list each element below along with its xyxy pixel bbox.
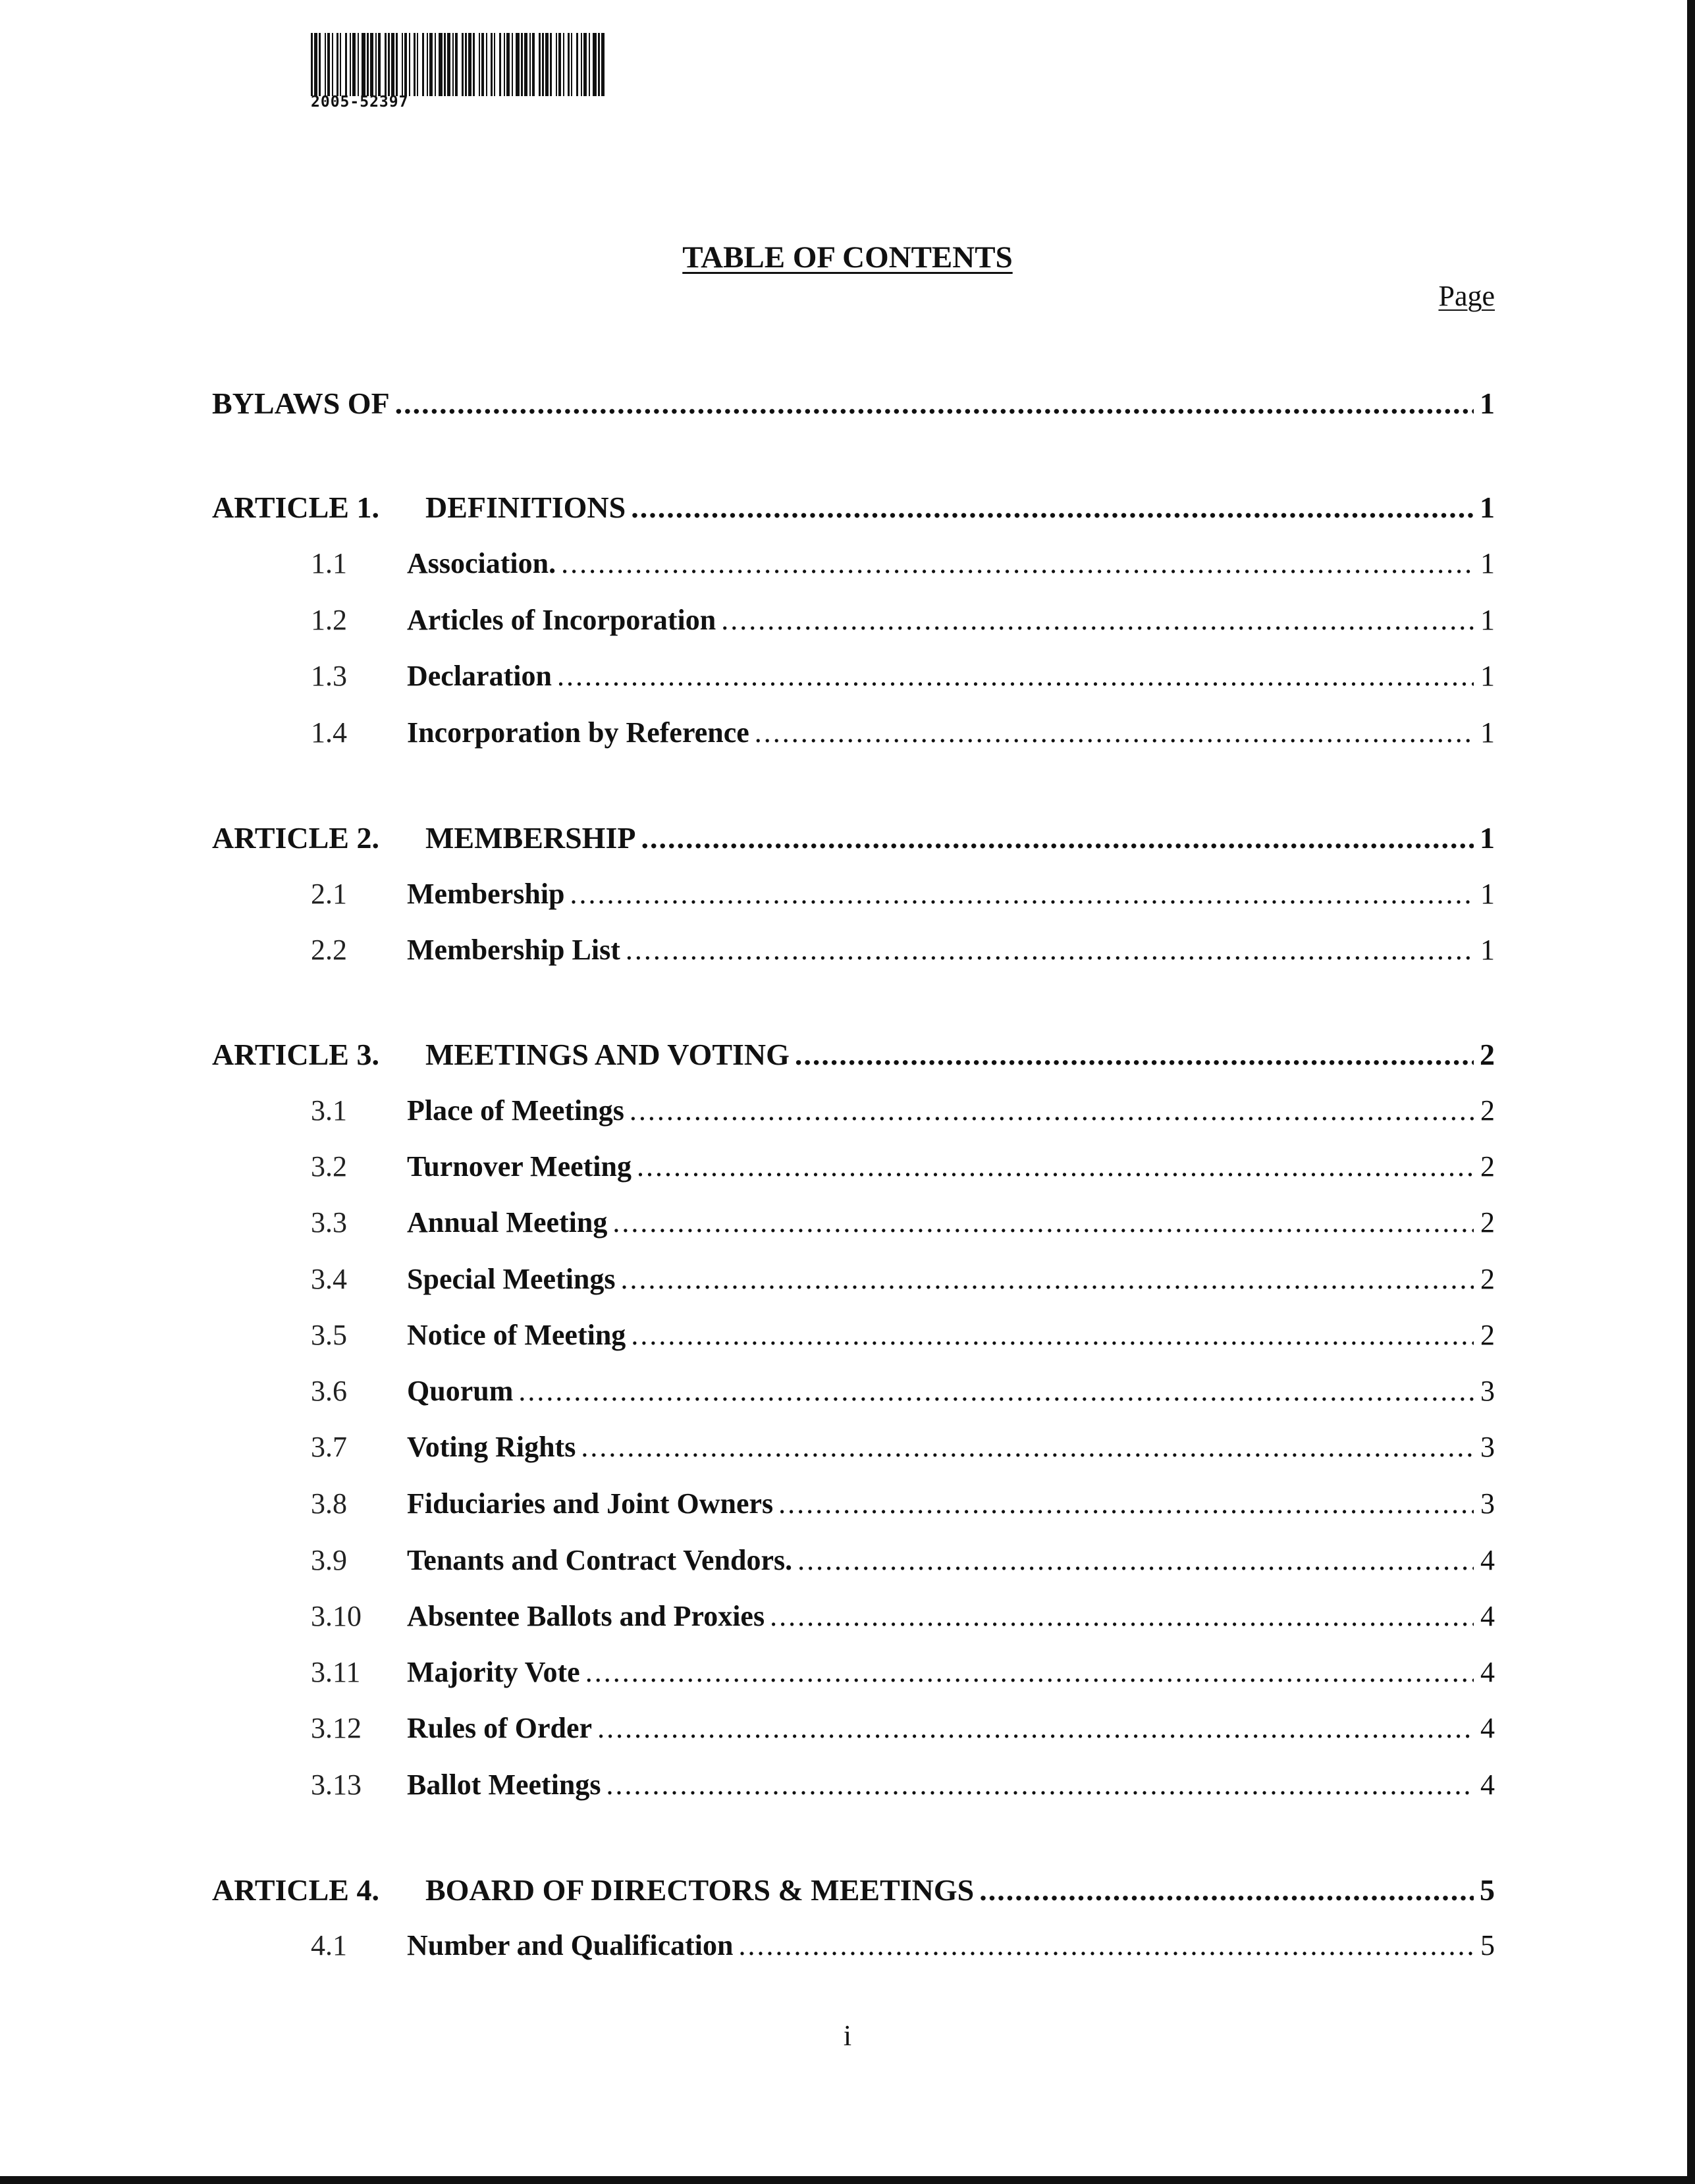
- toc-section-entry: [212, 1655, 1495, 1692]
- entry-page-number: 2: [1480, 1319, 1495, 1351]
- entry-page-number: 1: [1480, 491, 1495, 524]
- entry-number: 3.6: [311, 1375, 347, 1407]
- entry-title: MEMBERSHIP: [425, 821, 636, 855]
- entry-number: 3.12: [311, 1712, 362, 1744]
- entry-page-number: 2: [1480, 1263, 1495, 1295]
- entry-page-number: 2: [1480, 1206, 1495, 1238]
- entry-title: Membership: [407, 878, 565, 910]
- dot-leader: [518, 1374, 1474, 1408]
- toc-section-entry: [212, 546, 1495, 583]
- toc-section-entry: [212, 1206, 1495, 1242]
- dot-leader: [637, 1150, 1474, 1183]
- toc-section-entry: [212, 1262, 1495, 1299]
- entry-number: 3.7: [311, 1431, 347, 1463]
- entry-page-number: 2: [1480, 1094, 1495, 1127]
- toc-article-entry: [212, 1873, 1495, 1909]
- toc-section-entry: [212, 659, 1495, 696]
- entry-page-number: 5: [1480, 1873, 1495, 1907]
- entry-page-number: 4: [1480, 1544, 1495, 1576]
- entry-title: Association.: [407, 547, 556, 579]
- entry-page-number: 1: [1480, 386, 1495, 420]
- entry-page-number: 4: [1480, 1656, 1495, 1688]
- entry-number: 2.2: [311, 934, 347, 966]
- entry-title: BYLAWS OF: [212, 386, 390, 420]
- entry-title: Tenants and Contract Vendors.: [407, 1544, 793, 1576]
- dot-leader: [631, 490, 1474, 525]
- entry-page-number: 1: [1480, 878, 1495, 910]
- entry-number: 3.2: [311, 1150, 347, 1183]
- dot-leader: [597, 1711, 1474, 1745]
- entry-page-number: 1: [1480, 547, 1495, 579]
- entry-title: Articles of Incorporation: [407, 604, 716, 636]
- entry-title: DEFINITIONS: [425, 491, 626, 524]
- entry-title: Notice of Meeting: [407, 1319, 626, 1351]
- dot-leader: [630, 1094, 1474, 1127]
- entry-title: Rules of Order: [407, 1712, 593, 1744]
- entry-number: 3.5: [311, 1319, 347, 1351]
- toc-section-entry: [212, 716, 1495, 753]
- dot-leader: [581, 1430, 1474, 1464]
- entry-page-number: 1: [1480, 660, 1495, 692]
- entry-title: Annual Meeting: [407, 1206, 608, 1238]
- entry-page-number: 5: [1480, 1929, 1495, 1961]
- entry-page-number: 4: [1480, 1600, 1495, 1632]
- entry-number: 3.13: [311, 1769, 362, 1801]
- entry-number: 3.8: [311, 1487, 347, 1520]
- toc-section-entry: [212, 1374, 1495, 1411]
- toc-section-entry: [212, 603, 1495, 640]
- entry-number: 3.9: [311, 1544, 347, 1576]
- toc-section-entry: [212, 1430, 1495, 1467]
- dot-leader: [979, 1873, 1474, 1907]
- dot-leader: [561, 546, 1474, 580]
- entry-title: Declaration: [407, 660, 552, 692]
- entry-number: ARTICLE 3.: [212, 1038, 379, 1071]
- toc-title: [0, 240, 1695, 275]
- entry-number: 4.1: [311, 1929, 347, 1961]
- entry-page-number: 4: [1480, 1712, 1495, 1744]
- dot-leader: [721, 603, 1474, 637]
- entry-page-number: 3: [1480, 1375, 1495, 1407]
- dot-leader: [606, 1768, 1474, 1801]
- toc-article-entry: [212, 1037, 1495, 1074]
- entry-number: 3.11: [311, 1656, 361, 1688]
- entry-title: Number and Qualification: [407, 1929, 734, 1961]
- toc-section-entry: [212, 1599, 1495, 1636]
- entry-title: MEETINGS AND VOTING: [425, 1038, 790, 1071]
- dot-leader: [621, 1262, 1474, 1296]
- toc-section-entry: [212, 1768, 1495, 1805]
- toc-section-entry: [212, 1318, 1495, 1355]
- dot-leader: [570, 877, 1474, 911]
- toc-section-entry: [212, 1711, 1495, 1748]
- toc-section-entry: [212, 1150, 1495, 1186]
- toc-section-entry: [212, 1929, 1495, 1965]
- dot-leader: [797, 1543, 1474, 1577]
- dot-leader: [755, 716, 1474, 749]
- barcode-icon: [311, 33, 606, 96]
- footer-page-number: i: [843, 2019, 852, 2052]
- dot-leader: [631, 1318, 1474, 1352]
- entry-title: Ballot Meetings: [407, 1769, 601, 1801]
- entry-title: Place of Meetings: [407, 1094, 624, 1127]
- entry-number: 1.1: [311, 547, 347, 579]
- entry-number: 3.10: [311, 1600, 362, 1632]
- entry-title: Membership List: [407, 934, 620, 966]
- toc-title-text: TABLE OF CONTENTS: [682, 240, 1013, 275]
- entry-title: Voting Rights: [407, 1431, 576, 1463]
- dot-leader: [585, 1655, 1474, 1689]
- entry-page-number: 3: [1480, 1487, 1495, 1520]
- dot-leader: [738, 1929, 1474, 1962]
- entry-number: 3.1: [311, 1094, 347, 1127]
- entry-page-number: 3: [1480, 1431, 1495, 1463]
- entry-number: ARTICLE 4.: [212, 1873, 379, 1907]
- dot-leader: [770, 1599, 1474, 1633]
- dot-leader: [795, 1037, 1474, 1072]
- dot-leader: [395, 386, 1474, 421]
- dot-leader: [557, 659, 1474, 693]
- entry-number: 1.2: [311, 604, 347, 636]
- toc-section-entry: [212, 1094, 1495, 1131]
- entry-title: Turnover Meeting: [407, 1150, 632, 1183]
- entry-title: Fiduciaries and Joint Owners: [407, 1487, 774, 1520]
- toc-section-entry: [212, 1487, 1495, 1524]
- entry-page-number: 1: [1480, 821, 1495, 855]
- entry-number: 1.4: [311, 716, 347, 749]
- entry-title: Quorum: [407, 1375, 514, 1407]
- entry-number: ARTICLE 2.: [212, 821, 379, 855]
- entry-number: 3.4: [311, 1263, 347, 1295]
- entry-number: 2.1: [311, 878, 347, 910]
- dot-leader: [778, 1487, 1474, 1520]
- barcode-number: 2005-52397: [311, 93, 409, 111]
- entry-number: 3.3: [311, 1206, 347, 1238]
- dot-leader: [612, 1206, 1474, 1239]
- toc-section-entry: [212, 933, 1495, 970]
- entry-page-number: 2: [1480, 1150, 1495, 1183]
- entry-title: BOARD OF DIRECTORS & MEETINGS: [425, 1873, 975, 1907]
- entry-title: Majority Vote: [407, 1656, 580, 1688]
- entry-page-number: 1: [1480, 716, 1495, 749]
- toc-section-entry: [212, 1543, 1495, 1580]
- entry-page-number: 1: [1480, 604, 1495, 636]
- entry-number: ARTICLE 1.: [212, 491, 379, 524]
- toc-article-entry: [212, 490, 1495, 527]
- entry-number: 1.3: [311, 660, 347, 692]
- dot-leader: [626, 933, 1474, 967]
- entry-page-number: 2: [1480, 1038, 1495, 1071]
- entry-page-number: 1: [1480, 934, 1495, 966]
- entry-page-number: 4: [1480, 1769, 1495, 1801]
- toc-article-entry: [212, 820, 1495, 857]
- toc-article-entry: [212, 386, 1495, 423]
- entry-title: Special Meetings: [407, 1263, 616, 1295]
- page-column-heading: Page: [1438, 280, 1495, 312]
- dot-leader: [641, 820, 1474, 855]
- toc-section-entry: [212, 877, 1495, 914]
- entry-title: Absentee Ballots and Proxies: [407, 1600, 765, 1632]
- entry-title: Incorporation by Reference: [407, 716, 749, 749]
